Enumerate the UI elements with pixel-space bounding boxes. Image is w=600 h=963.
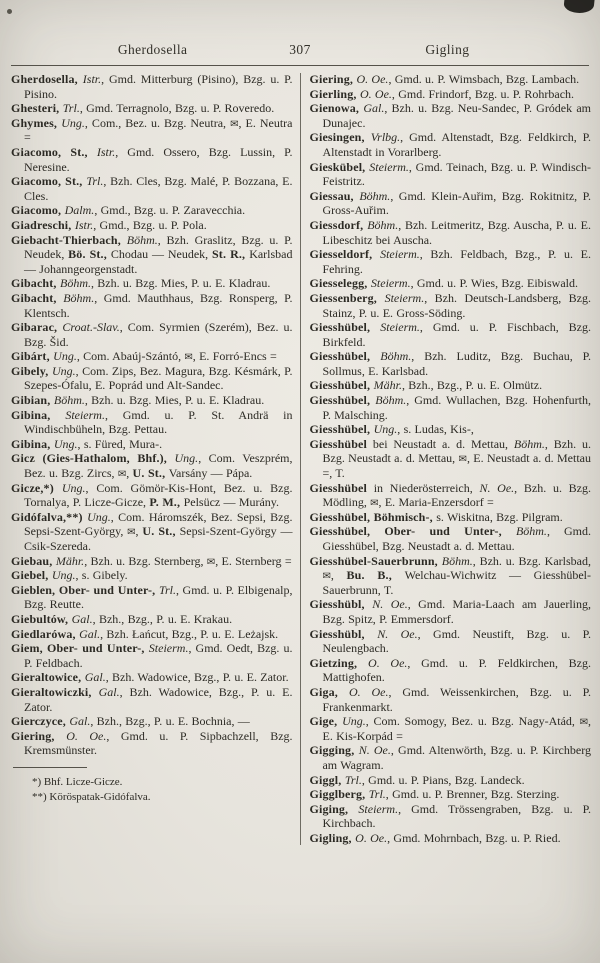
left-column bbox=[11, 72, 300, 845]
entry-region: Trl. bbox=[344, 772, 362, 787]
gazetteer-entry bbox=[309, 276, 591, 291]
entry-headword: Giging, bbox=[309, 801, 359, 816]
entry-text: , Bzh. Cles, Bzg. Malé, P. Bozzana, E. Cles. bbox=[24, 174, 293, 203]
entry-text: , Bzh. Wadowice, Bzg., P. u. E. Zator. bbox=[24, 684, 293, 714]
gazetteer-entry bbox=[11, 510, 293, 554]
entry-headword: Giedlarówa, bbox=[11, 626, 80, 641]
entry-text: , s. Gibely. bbox=[75, 568, 128, 583]
gazetteer-entry bbox=[11, 729, 293, 758]
entry-text: Varsány — Pápa. bbox=[168, 466, 253, 481]
entry-headword: Giessdorf, bbox=[309, 217, 368, 232]
entry-text: , Bzh. u. Bzg. Sternberg, bbox=[84, 553, 207, 568]
entry-region: Böhm. bbox=[515, 524, 547, 539]
entry-text: , Bzh. Graslitz, Bzg. u. P. Neudek, bbox=[24, 232, 293, 262]
entry-headword: Giesshübel, bbox=[309, 422, 374, 437]
entry-region: Gal. bbox=[69, 714, 91, 729]
entry-text: , Bzh. u. Bzg. Mies, P. u. E. Kladrau. bbox=[84, 393, 265, 408]
entry-text: , Gmd. Ossero, Bzg. Lussin, P. Neresine. bbox=[24, 144, 293, 174]
entry-text: , Gmd., Bzg. u. P. Zaravecchia. bbox=[94, 203, 246, 218]
entry-headword: Giering, bbox=[11, 728, 67, 743]
entry-headword: U. St., bbox=[132, 466, 169, 481]
entry-headword: Gige, bbox=[309, 714, 343, 729]
entry-headword: Gienowa, bbox=[309, 101, 364, 116]
entry-region: Böhm. bbox=[63, 290, 95, 305]
entry-text: , Gmd. Klein-Auřim, Bzg. Rokitnitz, P. Gross-Auřim. bbox=[322, 188, 591, 218]
entry-text: , Com. Veszprém, Bez. u. Bzg. Zircs, bbox=[24, 451, 293, 481]
gazetteer-entry bbox=[309, 656, 591, 685]
gazetteer-entry bbox=[11, 72, 293, 101]
entry-headword: Ghymes, bbox=[11, 115, 62, 130]
entry-headword: Giesselegg, bbox=[309, 276, 371, 291]
gazetteer-entry bbox=[11, 203, 293, 218]
running-head bbox=[0, 0, 600, 58]
entry-text: , s. Füred, Mura-. bbox=[77, 436, 163, 451]
entry-headword: Giessenberg, bbox=[309, 290, 385, 305]
entry-region: Böhm. bbox=[441, 553, 473, 568]
gazetteer-entry bbox=[11, 408, 293, 437]
entry-region: Böhm. bbox=[513, 436, 545, 451]
entry-region: Gal. bbox=[79, 626, 101, 641]
post-horn-icon: ✉ bbox=[322, 571, 331, 583]
entry-headword: Giessau, bbox=[309, 188, 360, 203]
entry-region: O. Oe. bbox=[356, 72, 389, 86]
entry-headword: Gicze,*) bbox=[11, 480, 62, 495]
entry-text: , Gmd. Mitterburg (Pisino), Bzg. u. P. Pisino. bbox=[24, 72, 293, 101]
gazetteer-entry bbox=[309, 831, 591, 846]
entry-region: O. Oe. bbox=[66, 728, 107, 743]
running-head-left: Gherdosella bbox=[117, 42, 188, 57]
post-horn-icon: ✉ bbox=[230, 118, 239, 130]
entry-headword: Gidófalva,**) bbox=[11, 509, 88, 524]
entry-text: , Bzh. Luditz, Bzg. Buchau, P. Sollmus, E. Karlsbad. bbox=[322, 349, 592, 378]
gazetteer-entry bbox=[11, 364, 293, 393]
footnote: **) Köröspatak-Gidófalva. bbox=[32, 790, 151, 803]
gazetteer-entry bbox=[309, 787, 591, 802]
entry-text: , Bzh. u. Bzg. Neu-Sandec, P. Gródek am Dunajec. bbox=[322, 101, 591, 130]
entry-region: O. Oe. bbox=[359, 86, 392, 101]
entry-region: Böhm. bbox=[53, 393, 85, 408]
post-horn-icon: ✉ bbox=[184, 352, 193, 364]
gazetteer-entry bbox=[309, 291, 591, 320]
entry-region: Vrlbg. bbox=[370, 130, 401, 145]
gazetteer-entry bbox=[11, 291, 293, 320]
entry-region: Trl. bbox=[62, 101, 80, 116]
entry-headword: Gibárt, bbox=[11, 349, 54, 364]
entry-text: , Gmd., Bzg. u. P. Pola. bbox=[93, 217, 207, 232]
entry-text: , Gmd. Mauthhaus, Bzg. Ronsperg, P. Klentsch. bbox=[24, 290, 293, 320]
entry-headword: Giebau, bbox=[11, 553, 56, 568]
entry-region: Ung. bbox=[53, 349, 77, 364]
entry-headword: Gibina, bbox=[11, 436, 54, 451]
entry-headword: Giga, bbox=[309, 684, 349, 699]
entry-region: Steierm. bbox=[370, 276, 411, 291]
entry-region: Steierm. bbox=[148, 641, 189, 656]
entry-text: , Com. Háromszék, Bez. Sepsi, Bzg. Sepsi-Szent-György, bbox=[24, 509, 293, 539]
entry-text: , Gmd. Frindorf, Bzg. u. P. Rohrbach. bbox=[391, 86, 575, 101]
gazetteer-entry bbox=[11, 101, 293, 116]
entry-region: Böhm. bbox=[60, 276, 91, 291]
entry-text: , bbox=[135, 524, 143, 539]
gazetteer-entry bbox=[309, 87, 591, 102]
entry-headword: Gieraltowice, bbox=[11, 670, 85, 685]
gazetteer-entry bbox=[309, 714, 591, 743]
entry-text: , Gmd. Mohrnbach, Bzg. u. P. Ried. bbox=[387, 830, 561, 845]
entry-region: Ung. bbox=[174, 451, 199, 466]
entry-text: , E. Maria-Enzersdorf = bbox=[378, 495, 494, 510]
entry-text: , Gmd. Maria-Laach am Jauerling, Bzg. Spitz, P. Emmersdorf. bbox=[322, 597, 592, 626]
entry-region: Dalm. bbox=[64, 203, 95, 218]
entry-region: Steierm. bbox=[380, 320, 420, 335]
entry-text: , Com. Gömör-Kis-Hont, Bez. u. Bzg. Tornalya, P. Licze-Gicze, bbox=[24, 480, 293, 510]
entry-text: , Gmd. u. P. St. Andrä in Windischbüheln, Bzg. Pettau. bbox=[24, 407, 293, 437]
entry-region: Istr. bbox=[74, 217, 94, 232]
entry-region: Mähr. bbox=[373, 378, 402, 393]
gazetteer-entry bbox=[11, 145, 293, 174]
gazetteer-entry bbox=[309, 349, 591, 378]
entry-region: Croat.-Slav. bbox=[62, 320, 120, 335]
entry-text: , Bzh. Deutsch-Landsberg, Bzg. Stainz, P. u. E. Gross-Söding. bbox=[322, 290, 591, 320]
gazetteer-entry bbox=[309, 510, 591, 525]
entry-text: , Gmd. Terragnolo, Bzg. u. P. Roveredo. bbox=[79, 101, 275, 116]
post-horn-icon: ✉ bbox=[127, 527, 136, 539]
entry-headword: Giesshübel, bbox=[309, 393, 376, 408]
entry-region: N. Oe. bbox=[377, 626, 418, 641]
entry-region: O. Oe. bbox=[348, 684, 389, 699]
entry-region: N. Oe. bbox=[479, 480, 515, 495]
entry-headword: Gietzing, bbox=[309, 655, 369, 670]
entry-text: , Gmd. u. P. Fischbach, Bzg. Birkfeld. bbox=[322, 320, 591, 349]
entry-headword: Gieblen, Ober- und Unter-, bbox=[11, 582, 159, 597]
entry-headword: Gicz (Gies-Hathalom, Bhf.), bbox=[11, 451, 175, 466]
footnote: *) Bhf. Licze-Gicze. bbox=[32, 775, 123, 788]
entry-headword: Giesshübel, bbox=[309, 320, 381, 335]
entry-region: Ung. bbox=[342, 714, 366, 729]
entry-text: , Bzh. u. Bzg. Mödling, bbox=[322, 480, 591, 510]
entry-text: in Niederösterreich, bbox=[367, 480, 480, 495]
entry-headword: Giem, Ober- und Unter-, bbox=[11, 641, 149, 656]
entry-text: , Bzh., Bzg., P. u. E. Bochnia, — bbox=[90, 714, 250, 729]
gazetteer-entry bbox=[11, 233, 293, 277]
entry-headword: Giebel, bbox=[11, 568, 52, 583]
entry-headword: Giesshübel, Böhmisch-, bbox=[309, 509, 437, 524]
gazetteer-entry bbox=[309, 378, 591, 393]
running-head-right: Gigling bbox=[425, 42, 470, 57]
gazetteer-entry bbox=[11, 670, 293, 685]
gazetteer-entry bbox=[11, 554, 293, 569]
entry-text: , Com. Syrmien (Szerém), Bez. u. Bzg. Šid. bbox=[24, 320, 293, 349]
gazetteer-entry bbox=[11, 349, 293, 364]
entry-text: , Gmd. u. P. Wimsbach, Bzg. Lambach. bbox=[388, 72, 580, 86]
entry-text: , Bzh., Bzg., P. u. E. Krakau. bbox=[92, 611, 233, 626]
entry-text: , Gmd. Altenwörth, Bzg. u. P. Kirchberg am Wagram. bbox=[322, 743, 591, 772]
entry-text: , Com. Zips, Bez. Magura, Bzg. Késmárk, P. Szepes-Ófalu, E. Poprád und Alt-Sandec. bbox=[24, 363, 293, 393]
gazetteer-entry bbox=[309, 189, 591, 218]
entry-text: , bbox=[330, 568, 347, 583]
entry-text: , Gmd. u. P. Feldkirchen, Bzg. Mattighofen. bbox=[322, 655, 591, 685]
entry-text: , Gmd. Wullachen, Bzg. Hohenfurth, P. Malsching. bbox=[322, 393, 592, 422]
gazetteer-entry bbox=[11, 685, 293, 714]
entry-text: , Gmd. Altenstadt, Bzg. Feldkirch, P. Altenstadt in Vorarlberg. bbox=[322, 130, 592, 159]
entry-headword: Giesshübel bbox=[309, 436, 367, 451]
gazetteer-entry bbox=[11, 174, 293, 203]
entry-text: , E. Neutra = bbox=[24, 115, 293, 145]
entry-headword: Giacomo, St., bbox=[11, 144, 97, 159]
entry-text: Welchau-Wichwitz — Giesshübel-Sauerbrunn, T. bbox=[322, 568, 591, 597]
gazetteer-entry bbox=[309, 597, 591, 626]
entry-headword: Bö. St., bbox=[68, 247, 111, 262]
post-horn-icon: ✉ bbox=[579, 717, 588, 729]
entry-region: Böhm. bbox=[375, 393, 407, 408]
entry-region: Gal. bbox=[71, 611, 93, 626]
page-number: 307 bbox=[289, 42, 311, 57]
entry-text: , Com. Abaúj-Szántó, bbox=[76, 349, 185, 364]
entry-headword: Giesshübel, bbox=[309, 349, 381, 364]
gazetteer-entry bbox=[309, 481, 591, 510]
entry-text: , E. Neustadt a. d. Mettau =, T. bbox=[322, 451, 591, 481]
entry-headword: Giggl, bbox=[309, 772, 345, 787]
footnote-rule bbox=[13, 767, 87, 768]
entry-region: Trl. bbox=[368, 787, 386, 802]
gazetteer-entry bbox=[11, 218, 293, 233]
entry-text: s. Wiskitna, Bzg. Pilgram. bbox=[436, 509, 563, 524]
entry-region: Ung. bbox=[61, 115, 85, 130]
gazetteer-entry bbox=[309, 627, 591, 656]
entry-headword: Gieraltowiczki, bbox=[11, 684, 99, 699]
entry-headword: Gigging, bbox=[309, 743, 359, 758]
post-horn-icon: ✉ bbox=[206, 556, 216, 568]
entry-headword: Giering, bbox=[309, 72, 357, 86]
gazetteer-entry bbox=[309, 160, 591, 189]
entry-region: Böhm. bbox=[380, 349, 412, 364]
gazetteer-entry bbox=[11, 437, 293, 452]
entry-region: Steierm. bbox=[380, 247, 420, 262]
left-column-entries bbox=[11, 72, 293, 758]
entry-region: Gal. bbox=[363, 101, 385, 116]
entry-text: , Bzh. u. Bzg. Karlsbad, bbox=[472, 553, 591, 568]
entry-text: , Bzh. Leitmeritz, Bzg. Auscha, P. u. E. Libeschitz bei Auscha. bbox=[322, 217, 591, 247]
entry-region: Gal. bbox=[98, 684, 120, 699]
entry-text: , Gmd. Oedt, Bzg. u. P. Feldbach. bbox=[24, 641, 293, 670]
gazetteer-entry bbox=[309, 393, 591, 422]
entry-region: Trl. bbox=[86, 174, 104, 189]
entry-region: N. Oe. bbox=[372, 597, 408, 612]
right-column bbox=[300, 72, 591, 845]
entry-text: , s. Ludas, Kis-, bbox=[397, 422, 474, 437]
entry-headword: Gibacht, bbox=[11, 290, 64, 305]
entry-region: Gal. bbox=[84, 670, 106, 685]
gazetteer-entry bbox=[11, 116, 293, 145]
entry-region: Steierm. bbox=[358, 801, 399, 816]
entry-headword: Gibely, bbox=[11, 363, 52, 378]
entry-headword: Gierczyce, bbox=[11, 714, 70, 729]
gazetteer-entry bbox=[11, 612, 293, 627]
entry-region: Böhm. bbox=[367, 217, 399, 232]
entry-headword: Ghesteri, bbox=[11, 101, 63, 116]
gazetteer-entry bbox=[11, 393, 293, 408]
post-horn-icon: ✉ bbox=[458, 454, 467, 466]
gazetteer-entry bbox=[11, 451, 293, 480]
entry-text: , E. Kis-Korpád = bbox=[322, 714, 591, 743]
entry-headword: Giadreschi, bbox=[11, 217, 75, 232]
entry-text: Pelsücz — Murány. bbox=[183, 495, 280, 510]
entry-headword: Giebacht-Thierbach, bbox=[11, 232, 127, 247]
entry-text: , Gmd. Teinach, Bzg. u. P. Windisch-Feistritz. bbox=[322, 159, 592, 189]
entry-text: , Bzh., Bzg., P. u. E. Olmütz. bbox=[401, 378, 543, 393]
gazetteer-entry bbox=[11, 627, 293, 642]
entry-headword: U. St., bbox=[142, 524, 180, 539]
gazetteer-entry bbox=[309, 101, 591, 130]
entry-headword: Gieskübel, bbox=[309, 159, 370, 174]
entry-headword: Gibina, bbox=[11, 407, 66, 422]
entry-region: N. Oe. bbox=[358, 743, 391, 758]
gazetteer-entry bbox=[309, 554, 591, 598]
entry-region: Steierm. bbox=[65, 407, 105, 422]
gazetteer-entry bbox=[309, 685, 591, 714]
gazetteer-entry bbox=[11, 641, 293, 670]
entry-text: Sepsi-Szent-György — Csik-Szereda. bbox=[24, 524, 293, 553]
entry-region: Böhm. bbox=[359, 188, 391, 203]
gazetteer-entry bbox=[309, 320, 591, 349]
entry-headword: P. M., bbox=[149, 495, 184, 510]
entry-text: , Bzh. Feldbach, Bzg., P. u. E. Fehring. bbox=[322, 247, 591, 276]
entry-text: , Gmd. u. P. Elbigenalp, Bzg. Reutte. bbox=[24, 582, 293, 612]
entry-headword: Gibacht, bbox=[11, 276, 60, 291]
gazetteer-entry bbox=[309, 524, 591, 553]
entry-region: Ung. bbox=[53, 436, 78, 451]
entry-region: Mähr. bbox=[55, 553, 85, 568]
entry-region: Ung. bbox=[52, 363, 76, 378]
entry-headword: St. R., bbox=[211, 247, 250, 262]
entry-headword: Giesshübl, bbox=[309, 626, 378, 641]
gazetteer-entry bbox=[309, 773, 591, 788]
entry-headword: Gierling, bbox=[309, 86, 360, 101]
entry-headword: Gigling, bbox=[309, 830, 356, 845]
post-horn-icon: ✉ bbox=[117, 469, 127, 481]
entry-text: , bbox=[126, 466, 133, 481]
gazetteer-entry bbox=[309, 422, 591, 437]
entry-headword: Giesseldorf, bbox=[309, 247, 381, 262]
gazetteer-entry bbox=[11, 481, 293, 510]
entry-region: Steierm. bbox=[369, 159, 409, 174]
gazetteer-entry bbox=[309, 743, 591, 772]
entry-text: , Com. Somogy, Bez. u. Bzg. Nagy-Atád, bbox=[365, 714, 580, 729]
gazetteer-entry bbox=[309, 802, 591, 831]
text-columns bbox=[0, 66, 600, 845]
entry-region: Ung. bbox=[87, 509, 111, 524]
entry-headword: Giesshübel-Sauerbrunn, bbox=[309, 553, 442, 568]
entry-headword: Gibarac, bbox=[11, 320, 63, 335]
entry-headword: Giesshübl, bbox=[309, 597, 373, 612]
entry-headword: Gigglberg, bbox=[309, 787, 369, 802]
gazetteer-entry bbox=[309, 218, 591, 247]
entry-headword: Gherdosella, bbox=[11, 72, 83, 86]
gazetteer-entry bbox=[11, 568, 293, 583]
entry-text: , E. Forró-Encs = bbox=[192, 349, 277, 364]
entry-headword: Giebultów, bbox=[11, 611, 72, 626]
entry-region: Ung. bbox=[61, 480, 86, 495]
entry-text: , Gmd. u. P. Wies, Bzg. Eibiswald. bbox=[410, 276, 578, 291]
entry-text: , Bzh. Wadowice, Bzg., P. u. E. Zator. bbox=[105, 670, 289, 685]
entry-text: , Bzh. Łańcut, Bzg., P. u. E. Leżajsk. bbox=[100, 626, 279, 641]
gazetteer-entry bbox=[11, 714, 293, 729]
gazetteer-entry bbox=[309, 72, 591, 87]
entry-text: , Gmd. Trössengraben, Bzg. u. P. Kirchbach. bbox=[322, 801, 591, 831]
footnote-block bbox=[11, 767, 293, 805]
entry-headword: Giesshübel, bbox=[309, 378, 374, 393]
entry-headword: Giesingen, bbox=[309, 130, 371, 145]
entry-text: , E. Sternberg = bbox=[215, 553, 292, 568]
gazetteer-entry bbox=[309, 437, 591, 481]
gazetteer-entry bbox=[309, 130, 591, 159]
entry-region: Steierm. bbox=[384, 290, 425, 305]
scan-artifact-top-left bbox=[7, 9, 12, 14]
entry-headword: Giacomo, St., bbox=[11, 174, 87, 189]
entry-text: Chodau — Neudek, bbox=[110, 247, 212, 262]
entry-text: , Gmd. u. P. Brenner, Bzg. Sterzing. bbox=[385, 787, 560, 802]
entry-region: O. Oe. bbox=[368, 655, 408, 670]
entry-region: O. Oe. bbox=[355, 830, 388, 845]
entry-headword: Giesshübel, Ober- und Unter-, bbox=[309, 524, 516, 539]
gazetteer-entry bbox=[309, 247, 591, 276]
entry-text: , Gmd. Giesshübel, Bzg. Neustadt a. d. Mettau. bbox=[322, 524, 591, 553]
entry-text: , Bzh. u. Bzg. Neustadt a. d. Mettau, bbox=[322, 436, 591, 466]
gazetteer-entry bbox=[11, 276, 293, 291]
gazetteer-entry bbox=[11, 583, 293, 612]
entry-headword: Giesshübel bbox=[309, 480, 367, 495]
entry-text: , Gmd. u. P. Pians, Bzg. Landeck. bbox=[361, 772, 525, 787]
entry-headword: Bu. B., bbox=[346, 568, 405, 583]
entry-text: bei Neustadt a. d. Mettau, bbox=[367, 436, 514, 451]
entry-region: Ung. bbox=[373, 422, 398, 437]
entry-headword: Giacomo, bbox=[11, 203, 65, 218]
entry-text: , Gmd. Neustift, Bzg. u. P. Neulengbach. bbox=[322, 626, 591, 656]
entry-region: Böhm. bbox=[126, 232, 158, 247]
entry-text: , Gmd. u. P. Sipbachzell, Bzg. Kremsmünster. bbox=[24, 728, 293, 758]
entry-region: Trl. bbox=[159, 582, 177, 597]
entry-text: , Com., Bez. u. Bzg. Neutra, bbox=[84, 115, 231, 130]
right-column-entries bbox=[309, 72, 591, 845]
entry-region: Istr. bbox=[82, 72, 102, 86]
entry-region: Ung. bbox=[51, 568, 76, 583]
post-horn-icon: ✉ bbox=[370, 498, 379, 510]
entry-text: , Bzh. u. Bzg. Mies, P. u. E. Kladrau. bbox=[91, 276, 271, 291]
entry-text: , Gmd. Weissenkirchen, Bzg. u. P. Frankenmarkt. bbox=[322, 684, 591, 714]
entry-text: Karlsbad — Johanngeorgenstadt. bbox=[24, 247, 293, 276]
gazetteer-entry bbox=[11, 320, 293, 349]
footnotes bbox=[11, 775, 293, 805]
entry-headword: Gibian, bbox=[11, 393, 54, 408]
entry-region: Istr. bbox=[96, 144, 116, 159]
